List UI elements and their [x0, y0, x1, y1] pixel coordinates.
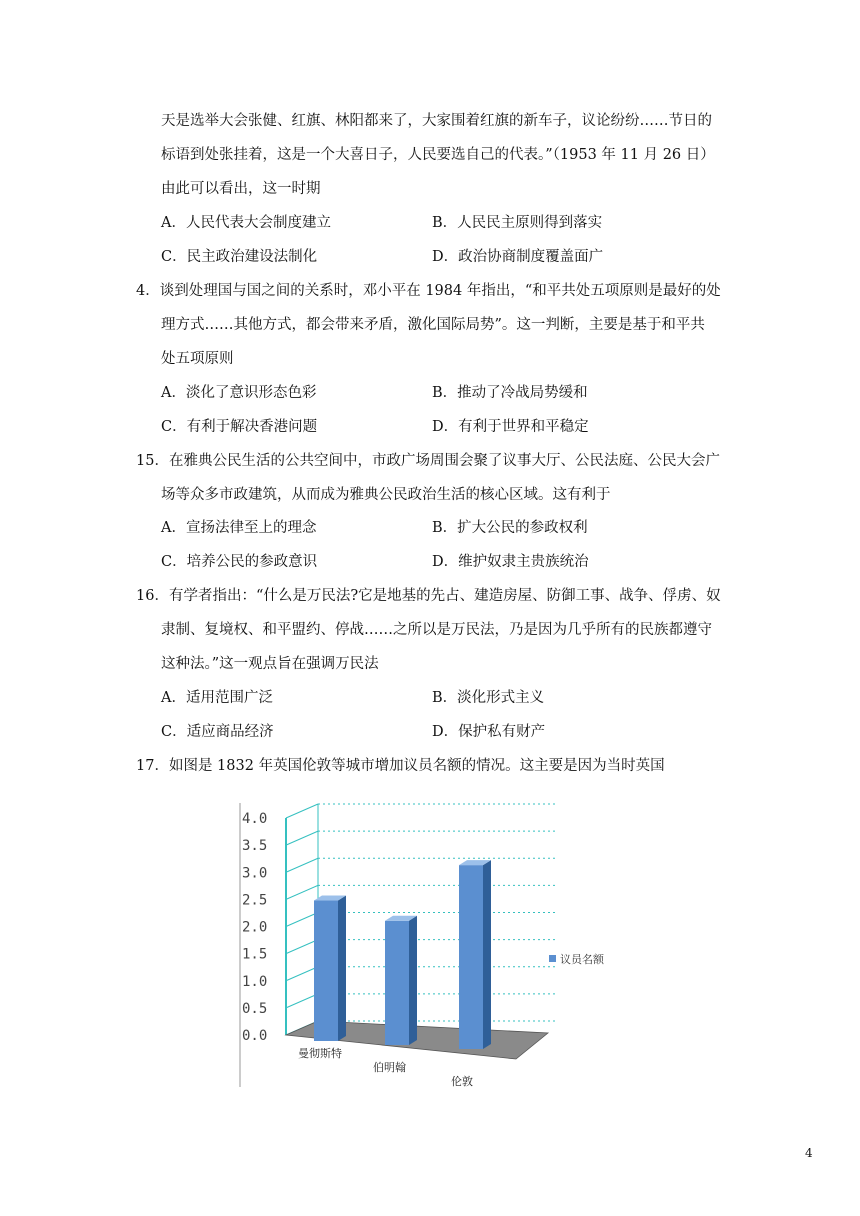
gridline-side — [286, 994, 318, 1008]
q14-option-a: A．淡化了意识形态色彩 — [161, 385, 317, 401]
y-tick-label: 2.0 — [242, 919, 268, 936]
gridline-side — [286, 940, 318, 954]
q15-line-1: 15．在雅典公民生活的公共空间中，市政广场周围会聚了议事大厅、公民法庭、公民大会广 — [136, 453, 720, 469]
gridline-side — [286, 885, 318, 899]
q16-option-d: D．保护私有财产 — [432, 724, 546, 740]
q15-option-b: B．扩大公民的参政权利 — [432, 520, 588, 536]
q14-line-2: 理方式……其他方式，都会带来矛盾，激化国际局势”。这一判断，主要是基于和平共 — [161, 317, 705, 333]
chart-legend — [549, 952, 605, 966]
q13-option-a: A．人民代表大会制度建立 — [161, 215, 331, 231]
q14-option-c: C．有利于解决香港问题 — [161, 419, 318, 435]
gridline-side — [286, 967, 318, 981]
q16-option-b: B．淡化形式主义 — [432, 690, 545, 706]
bar-chart — [228, 785, 628, 1090]
bar-side — [409, 916, 417, 1045]
legend-swatch — [549, 955, 556, 962]
y-tick-label: 3.5 — [242, 838, 268, 855]
y-tick-label: 0.0 — [242, 1028, 268, 1044]
q16-line-2: 隶制、复境权、和平盟约、停战……之所以是万民法，乃是因为几乎所有的民族都遵守 — [161, 622, 712, 638]
gridline-side — [286, 858, 318, 872]
q14-line-1: 4．谈到处理国与国之间的关系时，邓小平在 1984 年指出，“和平共处五项原则是最好的处 — [136, 283, 721, 299]
q15-option-a: A．宣扬法律至上的理念 — [161, 520, 317, 536]
chart-bars — [314, 860, 491, 1049]
q16-line-3: 这种法。”这一观点旨在强调万民法 — [161, 656, 379, 672]
y-tick-label: 1.5 — [242, 946, 268, 963]
category-label: 伦敦 — [451, 1075, 473, 1088]
y-tick-label: 1.0 — [242, 973, 268, 990]
legend-label: 议员名额 — [560, 953, 604, 966]
y-tick-label: 4.0 — [242, 811, 268, 827]
category-label: 曼彻斯特 — [298, 1047, 342, 1060]
bar-side — [338, 896, 346, 1041]
bar-front — [314, 901, 338, 1041]
bar-side — [483, 860, 491, 1049]
gridline-side — [286, 831, 318, 845]
q16-line-1: 16．有学者指出：“什么是万民法?它是地基的先占、建造房屋、防御工事、战争、俘虏、奴 — [136, 588, 721, 604]
bar-front — [385, 921, 409, 1045]
y-tick-label: 0.5 — [242, 1000, 268, 1017]
q14-option-d: D．有利于世界和平稳定 — [432, 419, 589, 435]
q13-line-2: 标语到处张挂着，这是一个大喜日子，人民要选自己的代表。”（1953 年 11 月 26 日） — [161, 147, 715, 163]
y-tick-label: 3.0 — [242, 865, 268, 882]
q13-option-b: B．人民民主原则得到落实 — [432, 215, 603, 231]
chart-category-labels — [298, 1046, 473, 1088]
chart-y-ticks — [242, 811, 267, 1044]
q16-option-c: C．适应商品经济 — [161, 724, 274, 740]
q13-line-1: 天是选举大会张健、红旗、林阳都来了，大家围着红旗的新车子，议论纷纷……节日的 — [161, 113, 712, 129]
category-label: 伯明翰 — [373, 1061, 406, 1074]
gridline-side — [286, 913, 318, 927]
q15-line-2: 场等众多市政建筑，从而成为雅典公民政治生活的核心区域。这有利于 — [161, 487, 611, 503]
q13-line-3: 由此可以看出，这一时期 — [161, 181, 321, 197]
q16-option-a: A．适用范围广泛 — [161, 690, 273, 706]
bar-front — [459, 865, 483, 1049]
q15-option-d: D．维护奴隶主贵族统治 — [432, 554, 589, 570]
q14-option-b: B．推动了冷战局势缓和 — [432, 385, 588, 401]
q14-line-3: 处五项原则 — [161, 351, 234, 367]
y-tick-label: 2.5 — [242, 892, 268, 909]
q15-option-c: C．培养公民的参政意识 — [161, 554, 318, 570]
gridline-side — [286, 804, 318, 818]
q13-option-d: D．政治协商制度覆盖面广 — [432, 249, 604, 265]
q17-line-1: 17．如图是 1832 年英国伦敦等城市增加议员名额的情况。这主要是因为当时英国 — [136, 758, 665, 774]
page-number: 4 — [805, 1146, 813, 1160]
q13-option-c: C．民主政治建设法制化 — [161, 249, 318, 265]
